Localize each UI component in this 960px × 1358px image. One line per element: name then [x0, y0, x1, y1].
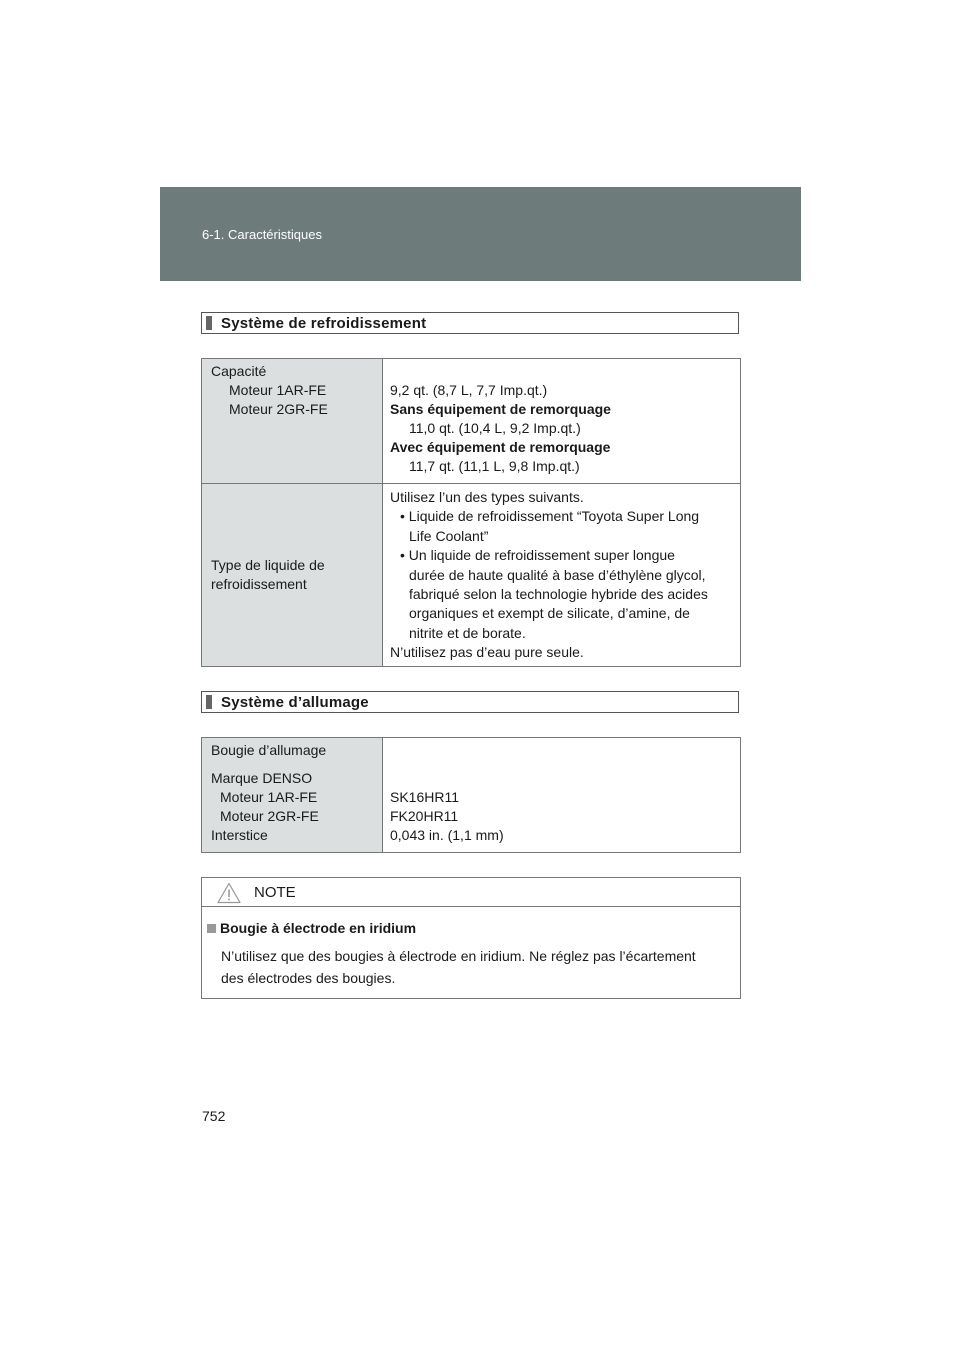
- brand-label: Marque DENSO: [211, 770, 313, 786]
- bullet-square-icon: [207, 924, 216, 933]
- spark-plug-label-cell: [202, 738, 383, 853]
- coolant-line: • Liquide de refroidissement “Toyota Super Long: [400, 508, 700, 525]
- section-marker: [206, 316, 212, 330]
- no-towing-label: Sans équipement de remorquage: [390, 401, 611, 417]
- towing-value: 11,7 qt. (11,1 L, 9,8 Imp.qt.): [409, 458, 580, 474]
- no-towing-value: 11,0 qt. (10,4 L, 9,2 Imp.qt.): [409, 420, 581, 436]
- engine-2gr-label: Moteur 2GR-FE: [220, 808, 319, 824]
- spark-plug-label: Bougie d’allumage: [211, 742, 327, 758]
- engine-1ar-label: Moteur 1AR-FE: [229, 382, 327, 398]
- cooling-section-title: [201, 312, 739, 334]
- note-heading: NOTE: [254, 884, 296, 901]
- cooling-title-text: Système de refroidissement: [221, 315, 427, 332]
- towing-label: Avec équipement de remorquage: [390, 439, 611, 455]
- capacity-label: Capacité: [211, 363, 267, 379]
- gap-value: 0,043 in. (1,1 mm): [390, 827, 504, 843]
- ignition-title-text: Système d’allumage: [221, 694, 369, 711]
- coolant-type-row: [202, 484, 741, 667]
- warning-triangle-icon: [217, 882, 241, 904]
- coolant-line: fabriqué selon la technologie hybride des acides: [409, 586, 708, 603]
- coolant-label-line1: Type de liquide de: [211, 557, 325, 573]
- capacity-value-cell: [383, 359, 741, 484]
- note-header: [202, 878, 740, 907]
- engine-2gr-label: Moteur 2GR-FE: [229, 401, 328, 417]
- ignition-section-title: [201, 691, 739, 713]
- capacity-label-cell: [202, 359, 383, 484]
- spark-plug-value-cell: [383, 738, 741, 853]
- spark-plug-row: [202, 738, 741, 853]
- spark-plug-1ar-value: SK16HR11: [390, 789, 460, 805]
- section-label: 6-1. Caractéristiques: [202, 227, 322, 242]
- coolant-line: nitrite et de borate.: [409, 624, 526, 641]
- engine-1ar-label: Moteur 1AR-FE: [220, 789, 318, 805]
- note-box: [201, 877, 741, 999]
- chapter-header-band: [160, 187, 801, 281]
- note-item-title-text: Bougie à électrode en iridium: [220, 920, 417, 936]
- note-text-line1: N’utilisez que des bougies à électrode en iridium. Ne réglez pas l’écartement: [221, 948, 696, 964]
- spark-plug-2gr-value: FK20HR11: [390, 808, 459, 824]
- coolant-label-line2: refroidissement: [211, 576, 307, 592]
- coolant-line: Life Coolant”: [409, 527, 489, 544]
- capacity-1ar-value: 9,2 qt. (8,7 L, 7,7 Imp.qt.): [390, 382, 548, 398]
- capacity-row: [202, 359, 741, 484]
- ignition-spec-table: [201, 737, 741, 853]
- page-number: 752: [202, 1108, 226, 1124]
- note-item-title: [207, 918, 416, 939]
- coolant-line: organiques et exempt de silicate, d’amine, de: [409, 605, 690, 622]
- coolant-line: N’utilisez pas d’eau pure seule.: [390, 644, 584, 661]
- section-marker: [206, 695, 212, 709]
- cooling-spec-table: [201, 358, 741, 667]
- coolant-line: Utilisez l’un des types suivants.: [390, 489, 584, 505]
- gap-label: Interstice: [211, 827, 268, 843]
- coolant-line: • Un liquide de refroidissement super longue: [400, 547, 675, 564]
- note-text-line2: des électrodes des bougies.: [221, 970, 396, 986]
- coolant-line: durée de haute qualité à base d’éthylène glycol,: [409, 566, 706, 583]
- coolant-label-cell: [202, 484, 383, 667]
- coolant-value-cell: [383, 484, 741, 667]
